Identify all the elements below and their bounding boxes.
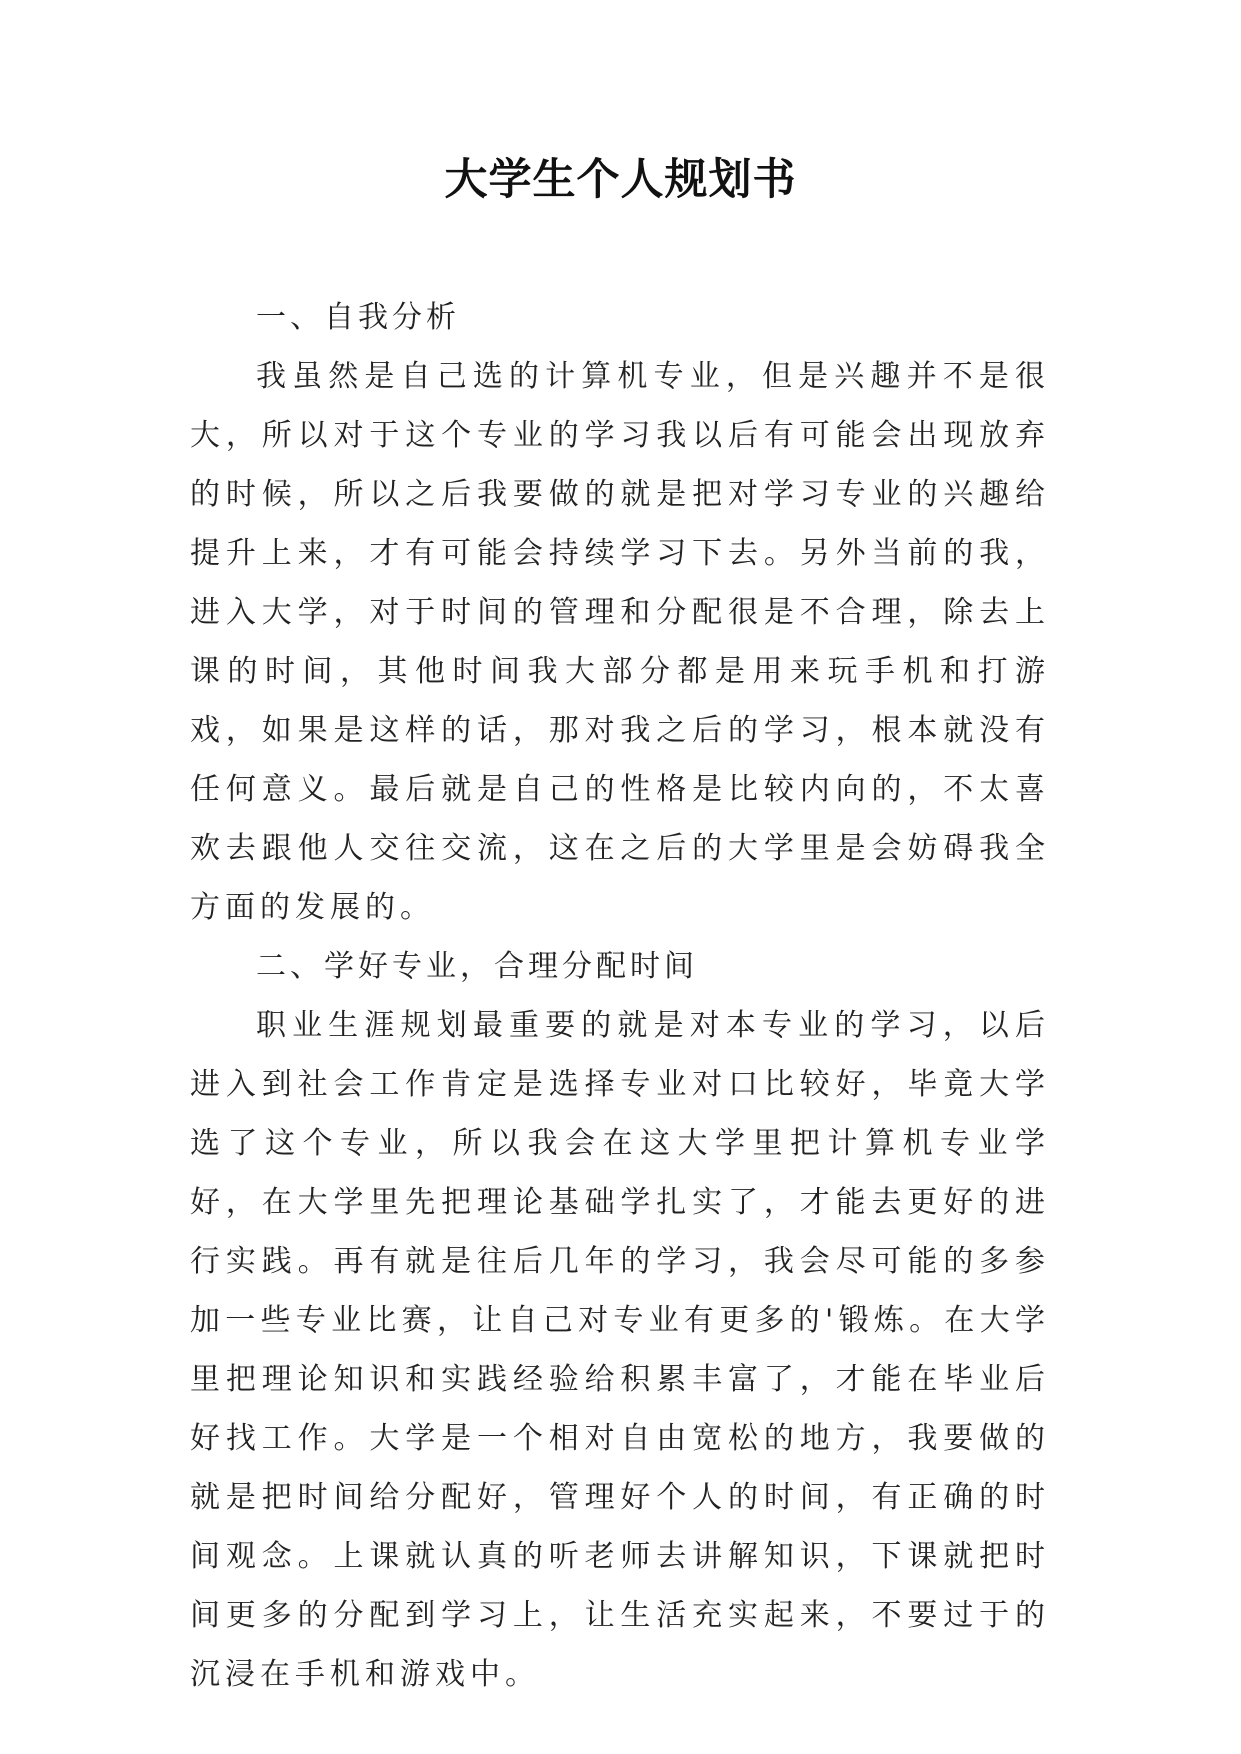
- section-paragraph-study-time: 职业生涯规划最重要的就是对本专业的学习，以后进入到社会工作肯定是选择专业对口比较好，毕竟大学选了这个专业，所以我会在这大学里把计算机专业学好，在大学里先把理论基础学扎实了，才能去更好的进行实践。再有就是往后几年的学习，我会尽可能的多参加一些专业比赛，让自己对专业有更多的'锻炼。在大学里把理论知识和实践经验给积累丰富了，才能在毕业后好找工作。大学是一个相对自由宽松的地方，我要做的就是把时间给分配好，管理好个人的时间，有正确的时间观念。上课就认真的听老师去讲解知识，下课就把时间更多的分配到学习上，让生活充实起来，不要过于的沉浸在手机和游戏中。: [190, 1008, 1050, 1692]
- document-body: [190, 288, 1050, 1704]
- section-heading-study-time: 二、学好专业，合理分配时间: [256, 949, 698, 984]
- document-title: 大学生个人规划书: [444, 155, 797, 205]
- section-heading-self-analysis: 一、自我分析: [256, 300, 460, 335]
- section-paragraph-self-analysis: 我虽然是自己选的计算机专业，但是兴趣并不是很大，所以对于这个专业的学习我以后有可能会出现放弃的时候，所以之后我要做的就是把对学习专业的兴趣给提升上来，才有可能会持续学习下去。另外当前的我，进入大学，对于时间的管理和分配很是不合理，除去上课的时间，其他时间我大部分都是用来玩手机和打游戏，如果是这样的话，那对我之后的学习，根本就没有任何意义。最后就是自己的性格是比较内向的，不太喜欢去跟他人交往交流，这在之后的大学里是会妨碍我全方面的发展的。: [190, 359, 1050, 925]
